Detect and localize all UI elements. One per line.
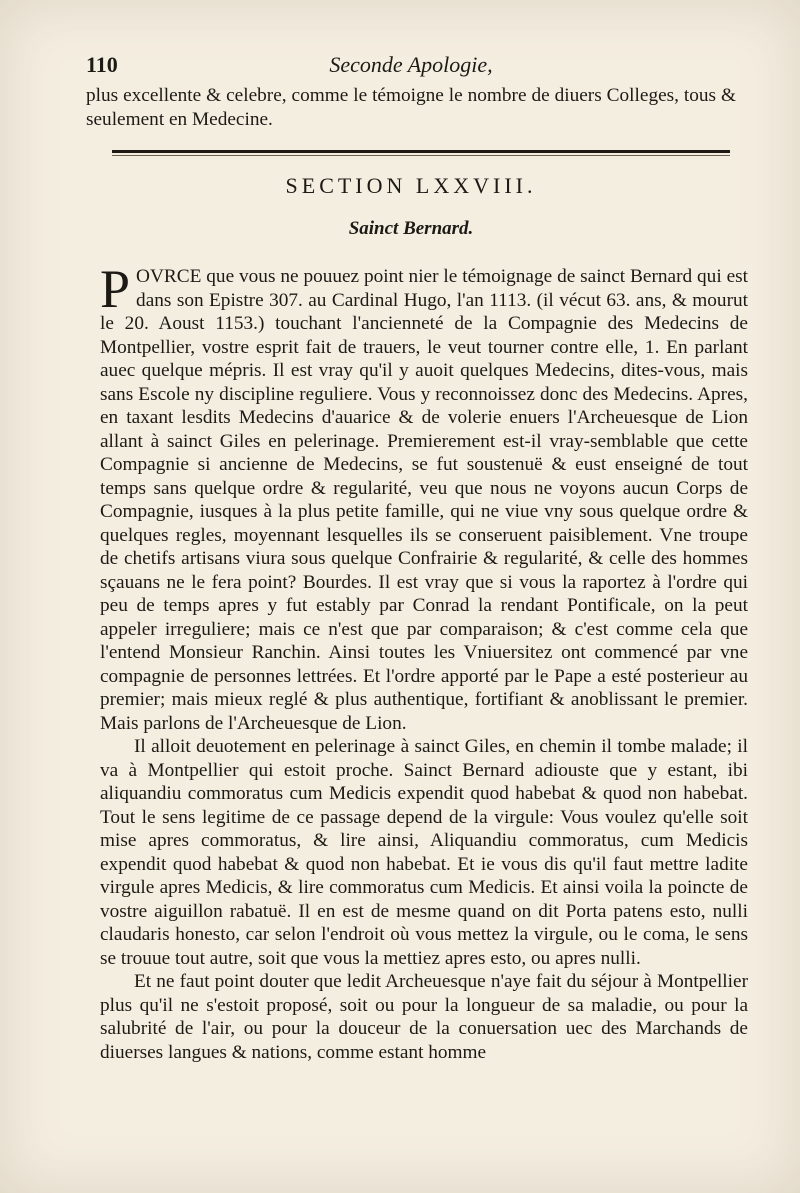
continuation-text [86,84,736,132]
paragraph-1-text: OVRCE que vous ne pouuez point nier le témoignage de sainct Bernard qui est dans son Epistre 307. au Cardinal Hugo, l'an 1113. (il vécut 63. ans, & mourut le 20. Aoust 1153.) touchant l'ancienneté de la Compagnie des Medecins de Montpellier, vostre esprit fait de trauers, le veut tourner contre elle, 1. En parlant auec quelque mépris. Il est vray qu'il y auoit quelques Medecins, dites-vous, mais sans Escole ny discipline reguliere. Vous y reconnoissez donc des Medecins. Apres, en taxant lesdits Medecins d'auarice & de volerie enuers l'Archeuesque de Lion allant à sainct Giles en pelerinage. Premierement est-il vray-semblable que cette Compagnie si ancienne de Medecins, se fut soustenuë & eust enseigné de tout temps sans quelque ordre & regularité, veu que nous ne voyons aucun Corps de Compagnie, iusques à la plus petite famille, qui ne viue vny sous quelque ordre & quelques regles, moyennant lesquelles ils se conseruent paisiblement. Vne troupe de chetifs artisans viura sous quelque Confrairie & regularité, & celle des hommes sçauans ne le fera point? Bourdes. Il est vray que si vous la raportez à l'ordre qui peu de temps apres y fut estably par Conrad la rendant Pontificale, on la peut appeler irreguliere; mais ce n'est que par comparaison; & c'est comme cela que l'entend Monsieur Ranchin. Ainsi toutes les Vniuersitez ont commencé par vne compagnie de personnes lettrées. Et l'ordre apporté par le Pape a esté posterieur au premier; mais mieux reglé & plus authentique, fortifiant & anoblissant le premier. Mais parlons de l'Archeuesque de Lion. [100,266,748,734]
section-title: SECTION LXXVIII. [285,173,537,198]
paragraph-2: Il alloit deuotement en pelerinage à sainct Giles, en chemin il tombe malade; il va à Montpellier qui estoit proche. Sainct Bernard adiouste que y estant, ibi aliquandiu commoratus cum Medicis expendit quod habebat & quod non habebat. Tout le sens legitime de ce passage depend de la virgule: Vous voulez qu'elle soit mise apres commoratus, & lire ainsi, Aliquandiu commoratus, cum Medicis expendit quod habebat & quod non habebat. Et ie vous dis qu'il faut mettre ladite virgule apres Medicis, & lire commoratus cum Medicis. Et ainsi voila la poincte de vostre aiguillon rabatuë. Il en est de mesme quand on dit Porta patens esto, nulli claudaris honesto, car selon l'endroit où vous mettez la virgule, ou le coma, le sens se trouue tout autre, soit que vous la mettiez apres esto, ou apres nulli. [100,736,748,969]
section-body [100,259,748,1064]
drop-cap: P [100,259,131,319]
section-subtitle: Sainct Bernard. [348,218,474,239]
paragraph-1 [100,259,748,735]
running-title: Seconde Apologie, [329,52,493,77]
continuation-paragraph: plus excellente & celebre, comme le témoigne le nombre de diuers Colleges, tous & seulement en Medecine. [86,85,736,130]
paragraph-3: Et ne faut point douter que ledit Archeuesque n'aye fait du séjour à Montpellier plus qu'il ne s'estoit proposé, soit ou pour la longueur de sa maladie, ou pour la salubrité de l'air, ou pour la douceur de la conuersation uec des Marchands de diuerses langues & nations, comme estant homme [100,971,748,1063]
section-rule [112,150,730,153]
section-rule-thin [112,155,730,156]
page-header [86,52,736,80]
page-number: 110 [86,52,118,77]
